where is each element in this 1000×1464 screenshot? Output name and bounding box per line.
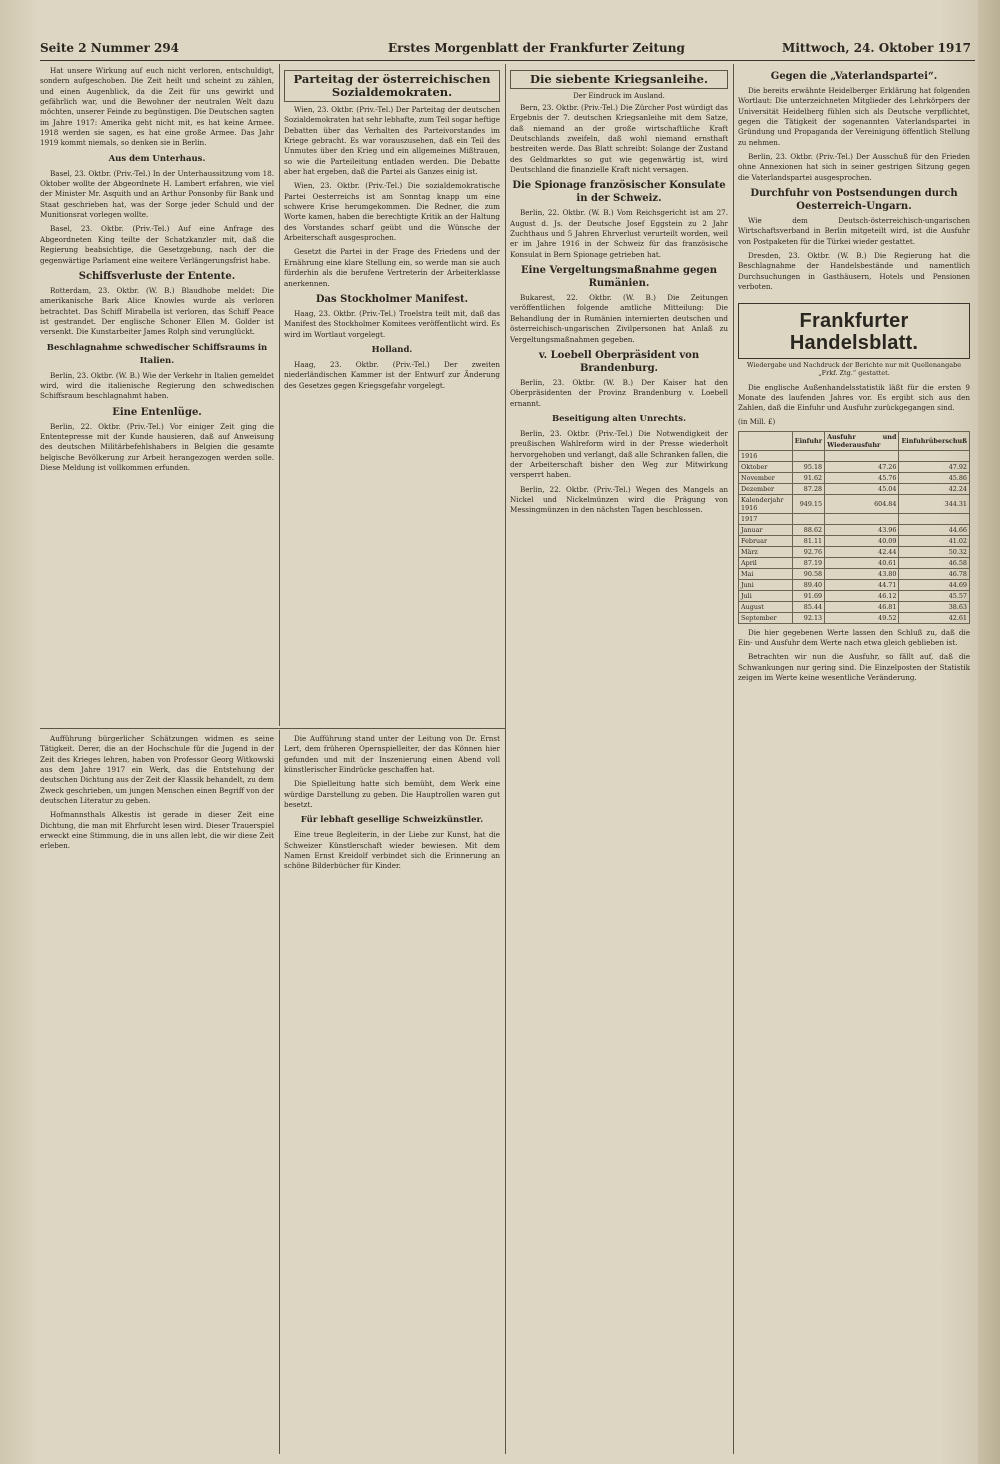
article-text: Basel, 23. Oktbr. (Priv.-Tel.) In der Unterhaussitzung vom 18. Oktober wollte der Abgeordnete H. Lambert erfahren, wie viel der Minister Mr. Asquith und an Arthur Ponsonby für Bank und Staat geschrieben hat, was der Sorge jeder Schuld und der Munitionsrat vorlegen wollte. [40, 168, 274, 220]
handelsblatt-subtitle: Wiedergabe und Nachdruck der Berichte nur mit Quellenangabe „Frkf. Ztg.“ gestattet. [746, 360, 962, 377]
table-cell [825, 513, 899, 524]
table-row [739, 557, 970, 568]
article-heading: Parteitag der österreichischen Sozialdemokraten. [284, 70, 500, 102]
table-cell: 1916 [739, 450, 793, 461]
article-text: Wie dem Deutsch-österreichisch-ungarischen Wirtschaftsverband in Berlin mitgeteilt wird, ist die Ausfuhr von Postpaketen für die Türkei wieder gestattet. [738, 216, 970, 246]
article-heading: Eine Entenlüge. [112, 406, 202, 418]
table-cell: 91.69 [792, 590, 824, 601]
article-heading: Aus dem Unterhaus. [108, 153, 206, 164]
column-4 [738, 66, 970, 1454]
handelsblatt-title: Frankfurter Handelsblatt. [738, 303, 970, 359]
column-1 [40, 66, 274, 726]
table-row [739, 483, 970, 494]
table-cell: März [739, 546, 793, 557]
table-cell: 46.81 [825, 601, 899, 612]
article-text: Hofmannsthals Alkestis ist gerade in dieser Zeit eine Dichtung, die man mit Ehrfurcht lesen wird. Dieser Trauerspiel erweckt eine Stimmung, die in uns allen lebt, die wir diese Zeit erleben. [40, 810, 274, 851]
article-text: Berlin, 23. Oktbr. (W. B.) Wie der Verkehr in Italien gemeldet wird, wird die italienische Regierung den schwedischen Schiffsraum beschlagnahmt haben. [40, 370, 274, 401]
table-cell: 87.19 [792, 557, 824, 568]
table-cell: 81.11 [792, 535, 824, 546]
table-cell: 44.66 [899, 524, 970, 535]
table-cell: 45.57 [899, 590, 970, 601]
table-cell: 604.84 [825, 494, 899, 513]
article-text: Berlin, 23. Oktbr. (Priv.-Tel.) Die Notwendigkeit der preußischen Wahlreform wird in der Presse wiederholt hervorgehoben und verlangt, daß alle Schranken fallen, die der Arbeiterschaft bisher den Weg zur Mitwirkung versperrt haben. [510, 428, 728, 480]
masthead-title: Erstes Morgenblatt der Frankfurter Zeitung [388, 41, 685, 55]
table-row [739, 524, 970, 535]
article-text: Hat unsere Wirkung auf euch nicht verloren, entschuldigt, sondern aufgeschoben. Die Zeit heilt und scheint zu zählen, und einen Augenblick, da die Zeit für uns gewirkt und gefährlich war, und die Bewohner der neutralen Welt dazu möchten, unserer Feinde zu begünstigen. Die Deutschen sagten im Jahre 1917: Amerika geht nicht mit, es hat keine Armee. 1918 werden sie sagen, es hat eine große Armee. Das Jahr 1919 kommt niemals, so denken sie in Berlin. [40, 66, 274, 148]
table-cell: November [739, 472, 793, 483]
table-row [739, 472, 970, 483]
article-text: Die Spielleitung hatte sich bemüht, dem Werk eine würdige Darstellung zu geben. Die Hauptrollen waren gut besetzt. [284, 779, 500, 810]
table-cell: 43.80 [825, 568, 899, 579]
table-cell: 44.69 [899, 579, 970, 590]
table-cell: 46.58 [899, 557, 970, 568]
table-cell: 949.15 [792, 494, 824, 513]
feuilleton-column-1 [40, 734, 274, 1454]
table-row [739, 546, 970, 557]
article-text: Haag, 23. Oktbr. (Priv.-Tel.) Troelstra teilt mit, daß das Manifest des Stockholmer Komitees veröffentlicht wird. Es wird im Wortlaut vorgelegt. [284, 308, 500, 339]
table-cell: Februar [739, 535, 793, 546]
column-2 [284, 66, 500, 726]
article-text: Wien, 23. Oktbr. (Priv.-Tel.) Die sozialdemokratische Partei Oesterreichs ist am Sonntag knapp um eine schwere Krise herumgekommen. Die Redner, die zum Worte kamen, haben die berechtigte Kritik an der Haltung des Vorstandes scharf geübt und die Wünsche der Arbeiterschaft ausgesprochen. [284, 181, 500, 243]
table-row [739, 579, 970, 590]
table-cell [899, 450, 970, 461]
table-cell: Juni [739, 579, 793, 590]
table-header-cell: Ausfuhr und Wiederausfuhr [825, 431, 899, 450]
table-cell: Januar [739, 524, 793, 535]
table-cell: 49.52 [825, 612, 899, 623]
trade-statistics-table [738, 431, 970, 624]
column-rule [733, 64, 734, 1454]
table-row [739, 450, 970, 461]
table-cell: 47.26 [825, 461, 899, 472]
table-cell: 45.04 [825, 483, 899, 494]
table-cell: 42.61 [899, 612, 970, 623]
table-cell: Mai [739, 568, 793, 579]
article-text: Berlin, 22. Oktbr. (Priv.-Tel.) Vor einiger Zeit ging die Ententepresse mit der Kunde hausieren, daß auf Anweisung des deutschen Militärbefehlshabers in Belgien die gesamte belgische Bevölkerung zur Arbeit herangezogen werden solle. Diese Meldung ist vollkommen erfunden. [40, 421, 274, 472]
article-text: Gesetzt die Partei in der Frage des Friedens und der Ernährung eine klare Stellung ein, so werde man sie auch fürderhin als die berufene Vertreterin der Arbeiterklasse anerkennen. [284, 247, 500, 288]
article-text: Dresden, 23. Oktbr. (W. B.) Die Regierung hat die Beschlagnahme der Handelsbestände und namentlich Durchsuchungen in Gasthäusern, Hotels und Pensionen verboten. [738, 251, 970, 292]
article-heading: Schiffsverluste der Entente. [78, 270, 236, 282]
table-cell: Dezember [739, 483, 793, 494]
table-cell: 38.63 [899, 601, 970, 612]
article-heading: Das Stockholmer Manifest. [315, 293, 469, 305]
article-heading: Holland. [371, 344, 413, 355]
article-heading: Die Spionage französischer Konsulate in der Schweiz. [512, 180, 726, 205]
table-cell: Kalenderjahr 1916 [739, 494, 793, 513]
article-text: Bern, 23. Oktbr. (Priv.-Tel.) Die Zürcher Post würdigt das Ergebnis der 7. deutschen Kriegsanleihe mit dem Satze, daß niemand an der große wirtschaftliche Kraft Deutschlands zweifeln, daß wohl niemand ernsthaft bestreiten werde. Das Blatt schreibt: Solange der Zustand des Geldmarktes so gut wie gegenwärtig ist, wird Deutschland die finanzielle Kraft nicht versagen. [510, 103, 728, 175]
column-rule [505, 64, 506, 1454]
page-number: Seite 2 Nummer 294 [40, 41, 180, 55]
table-header-cell [739, 431, 793, 450]
table-cell: September [739, 612, 793, 623]
table-row [739, 590, 970, 601]
table-cell: 88.62 [792, 524, 824, 535]
page-header [40, 38, 975, 61]
feuilleton-rule [40, 728, 505, 729]
table-cell [792, 513, 824, 524]
table-row [739, 513, 970, 524]
article-heading: Beschlagnahme schwedischer Schiffsraums in Italien. [46, 342, 268, 366]
article-text: Die englische Außenhandelsstatistik läßt für die ersten 9 Monate des laufenden Jahres vor. Es ergibt sich aus den Zahlen, daß die Einfuhr und Ausfuhr zurückgegangen sind. [738, 382, 970, 413]
article-text: Berlin, 23. Oktbr. (Priv.-Tel.) Der Ausschuß für den Frieden ohne Annexionen hat sich in seiner gestrigen Sitzung gegen die Vaterlandspartei ausgesprochen. [738, 152, 970, 182]
article-text: Rotterdam, 23. Oktbr. (W. B.) Blaudhobe meldet: Die amerikanische Bark Alice Knowles wurde als verloren betrachtet. Das Schiff Mirabella ist verloren, das Schiff Peace ist gestrandet. Der englische Schoner Ellen M. Golder ist versenkt. Die Kunstarbeiter James Rolph sind verunglückt. [40, 285, 274, 337]
column-rule [279, 730, 280, 1454]
table-cell: 47.92 [899, 461, 970, 472]
table-cell: 43.96 [825, 524, 899, 535]
page-edge [978, 0, 1000, 1464]
table-cell: April [739, 557, 793, 568]
article-text: Betrachten wir nun die Ausfuhr, so fällt auf, daß die Schwankungen nur gering sind. Die Einzelposten der Statistik zeigen im Werte keine wesentliche Veränderung. [738, 652, 970, 682]
article-text: Wien, 23. Oktbr. (Priv.-Tel.) Der Parteitag der deutschen Sozialdemokraten hat sehr lebhafte, zum Teil sogar heftige Debatten über das Verhalten des Parteivorstandes im Kriege gebracht. Es war vorauszusehen, daß ein Teil des Unmutes über den Krieg und ein allgemeines Mißtrauen, so wie die Parteileitung entladen werden. Die Debatte aber hat ergeben, daß die Partei als Ganzes einig ist. [284, 105, 500, 177]
table-cell [792, 450, 824, 461]
table-cell: 46.78 [899, 568, 970, 579]
table-cell [899, 513, 970, 524]
table-row [739, 601, 970, 612]
table-caption: (in Mill. £) [738, 417, 776, 426]
article-text: Eine treue Begleiterin, in der Liebe zur Kunst, hat die Schweizer Künstlerschaft wieder bewiesen. Mit dem Namen Ernst Kreidolf verbindet sich die Erinnerung an schöne Bilderbücher für Kinder. [284, 830, 500, 871]
table-cell: 85.44 [792, 601, 824, 612]
article-heading: Beseitigung alten Unrechts. [551, 413, 687, 424]
article-text: Haag, 23. Oktbr. (Priv.-Tel.) Der zweiten niederländischen Kammer ist der Entwurf zur Änderung des Gesetzes gegen Kriegsgefahr vorgelegt. [284, 359, 500, 390]
article-heading: Durchfuhr von Postsendungen durch Oesterreich-Ungarn. [750, 188, 958, 213]
table-cell: Juli [739, 590, 793, 601]
table-row [739, 494, 970, 513]
article-subheading: Der Eindruck im Ausland. [573, 92, 665, 100]
table-cell: 92.76 [792, 546, 824, 557]
table-row [739, 461, 970, 472]
table-cell: 89.40 [792, 579, 824, 590]
article-text: Aufführung bürgerlicher Schätzungen widmen es seine Tätigkeit. Derer, die an der Hochschule für die Jugend in der Zeit des Krieges lehren, haben von Professor Georg Witkowski aus dem Jahre 1917 ein Werk, das die Entstehung der deutschen Dichtung aus der Zeit der Klassik behandelt, zu dem Zweck geschrieben, um jungen Menschen einen Begriff von der deutschen Literatur zu geben. [40, 734, 274, 806]
issue-date: Mittwoch, 24. Oktober 1917 [782, 41, 971, 55]
table-cell: 91.62 [792, 472, 824, 483]
feuilleton-column-2 [284, 734, 500, 1454]
table-row [739, 612, 970, 623]
table-cell [825, 450, 899, 461]
table-cell: 87.28 [792, 483, 824, 494]
table-cell: 41.02 [899, 535, 970, 546]
table-cell: 45.76 [825, 472, 899, 483]
article-text: Die Aufführung stand unter der Leitung von Dr. Ernst Lert, dem früheren Opernspielleiter, der das Können hier gefunden und mit der Inszenierung einen Abend voll künstlerischer Eindrücke geschaffen hat. [284, 734, 500, 775]
table-cell: 42.24 [899, 483, 970, 494]
table-row [739, 535, 970, 546]
table-cell: 44.71 [825, 579, 899, 590]
article-text: Berlin, 22. Oktbr. (W. B.) Vom Reichsgericht ist am 27. August d. Js. der Deutsche Josef Eggstein zu 2 Jahr Zuchthaus und 5 Jahren Ehrverlust verurteilt worden, weil er im Jahre 1916 in der Schweiz für das französische Konsulat in Bern Spionage getrieben hat. [510, 208, 728, 259]
table-cell: 1917 [739, 513, 793, 524]
table-cell: 344.31 [899, 494, 970, 513]
table-cell: 42.44 [825, 546, 899, 557]
article-text: Berlin, 22. Oktbr. (Priv.-Tel.) Wegen des Mangels an Nickel und Nickelmünzen wird die Prägung von Messingmünzen in den nächsten Tagen beschlossen. [510, 484, 728, 515]
article-heading: Die siebente Kriegsanleihe. [510, 70, 728, 89]
article-text: Die bereits erwähnte Heidelberger Erklärung hat folgenden Wortlaut: Die unterzeichneten Mitglieder des Lehrkörpers der Universität Heidelberg fühlen sich als Deutsche verpflichtet, gegen die Tätigkeit der sogenannten Vaterlandspartei in Gründung und Propaganda der Vereinigung öffentlich Stellung zu nehmen. [738, 86, 970, 147]
article-heading: v. Loebell Oberpräsident von Brandenburg. [538, 349, 700, 374]
table-header-cell: Einfuhr [792, 431, 824, 450]
table-row [739, 568, 970, 579]
table-cell: 45.86 [899, 472, 970, 483]
table-header-cell: Einfuhrüberschuß [899, 431, 970, 450]
article-heading: Gegen die „Vaterlandspartei“. [770, 71, 938, 82]
table-cell: 95.18 [792, 461, 824, 472]
article-text: Bukarest, 22. Oktbr. (W. B.) Die Zeitungen veröffentlichen folgende amtliche Mitteilung: Die Behandlung der in Rumänien internierten deutschen und österreichisch-ungarischen Zivilpersonen hat Anlaß zu Vergeltungsmaßnahmen gegeben. [510, 293, 728, 344]
column-rule [279, 64, 280, 726]
table-cell: Oktober [739, 461, 793, 472]
article-text: Basel, 23. Oktbr. (Priv.-Tel.) Auf eine Anfrage des Abgeordneten King teilte der Schatzkanzler mit, daß die Regierung beabsichtige, die Gesetzgebung, nach der die gegenwärtige Parlament eine weitere Verlängerungsfrist habe. [40, 224, 274, 265]
table-cell: 40.09 [825, 535, 899, 546]
table-cell: 92.13 [792, 612, 824, 623]
column-3 [510, 66, 728, 1454]
article-heading: Eine Vergeltungsmaßnahme gegen Rumänien. [520, 265, 718, 290]
article-heading: Für lebhaft gesellige Schweizkünstler. [300, 815, 484, 826]
article-text: Berlin, 23. Oktbr. (W. B.) Der Kaiser hat den Oberpräsidenten der Provinz Brandenburg v. Loebell ernannt. [510, 377, 728, 408]
table-cell: 40.61 [825, 557, 899, 568]
table-cell: August [739, 601, 793, 612]
article-text: Die hier gegebenen Werte lassen den Schluß zu, daß die Ein- und Ausfuhr dem Werte nach etwa gleich geblieben ist. [738, 627, 970, 647]
table-cell: 50.32 [899, 546, 970, 557]
table-cell: 90.58 [792, 568, 824, 579]
table-cell: 46.12 [825, 590, 899, 601]
